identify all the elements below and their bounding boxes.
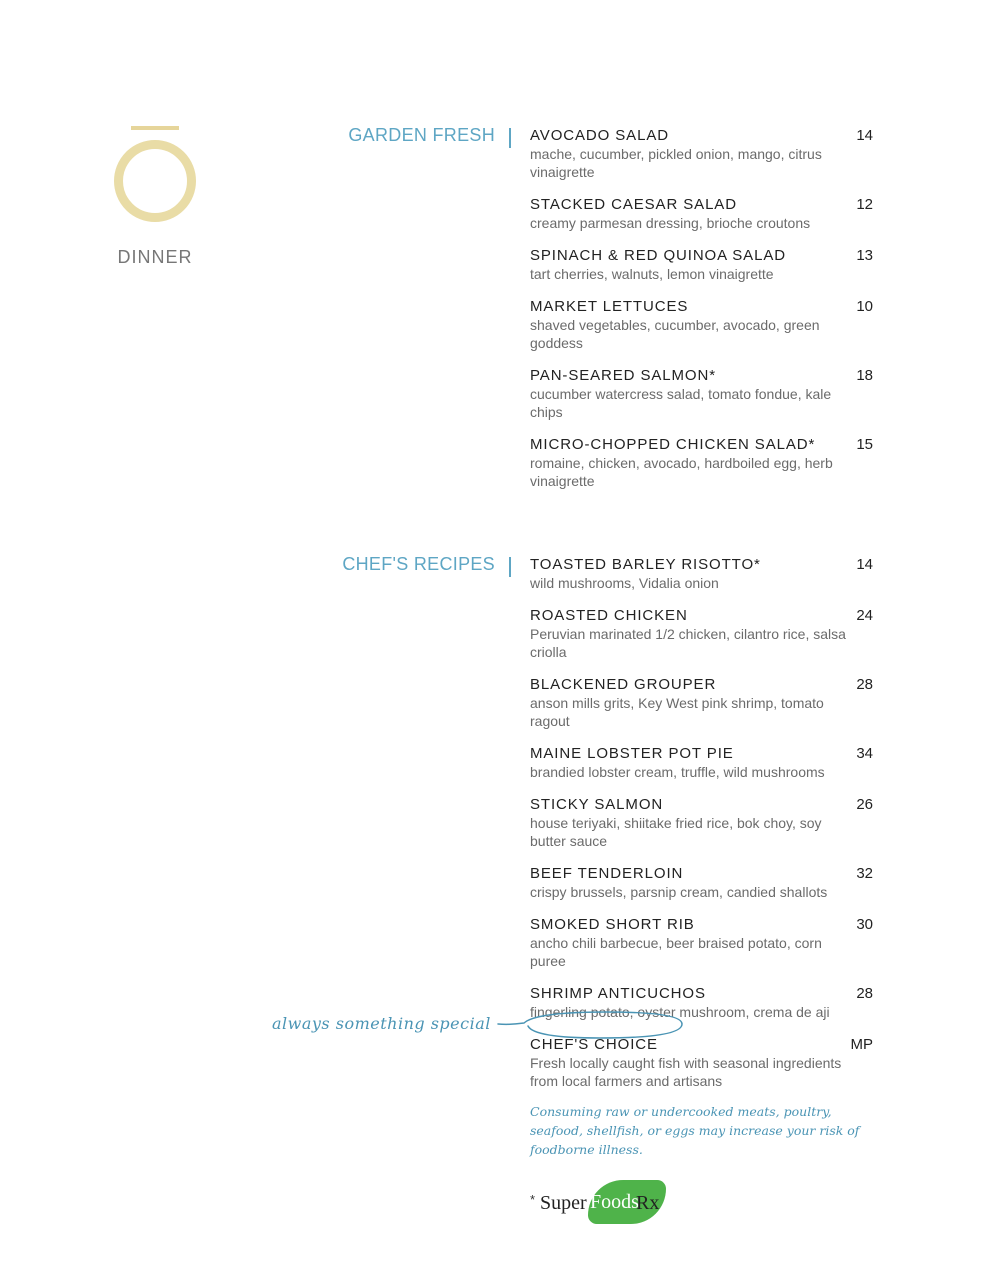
item-description: crispy brussels, parsnip cream, candied shallots: [530, 884, 828, 900]
item-description: romaine, chicken, avocado, hardboiled egg, herb vinaigrette: [530, 455, 833, 489]
menu-item: [530, 864, 875, 901]
item-description: shaved vegetables, cucumber, avocado, green goddess: [530, 317, 820, 351]
logo-letter-o: [114, 140, 196, 222]
item-description: fingerling potato, oyster mushroom, crema de aji: [530, 1004, 830, 1020]
item-description: ancho chili barbecue, beer braised potato, corn puree: [530, 935, 822, 969]
superfoods-foods-text: Foods: [590, 1191, 639, 1213]
item-name: TOASTED BARLEY RISOTTO*: [530, 556, 761, 573]
menu-item: [530, 915, 875, 970]
item-description: house teriyaki, shiitake fried rice, bok choy, soy butter sauce: [530, 815, 822, 849]
item-price: 14: [856, 127, 873, 144]
item-description: cucumber watercress salad, tomato fondue, kale chips: [530, 386, 832, 420]
item-price: 24: [856, 607, 873, 624]
item-price: 30: [856, 916, 873, 933]
hand-drawn-circle-icon: [496, 1008, 688, 1040]
item-price: 15: [856, 436, 873, 453]
item-price: 18: [856, 367, 873, 384]
item-name: STACKED CAESAR SALAD: [530, 196, 737, 213]
menu-item: [530, 195, 875, 232]
item-name: SMOKED SHORT RIB: [530, 916, 695, 933]
item-name: SHRIMP ANTICUCHOS: [530, 985, 706, 1002]
logo: [106, 126, 204, 222]
item-name: BEEF TENDERLOIN: [530, 865, 684, 882]
menu-item: [530, 675, 875, 730]
item-name: PAN-SEARED SALMON*: [530, 367, 716, 384]
section-divider: [509, 128, 511, 148]
menu-item-chefs-choice: [530, 1035, 875, 1090]
item-name: AVOCADO SALAD: [530, 127, 669, 144]
menu-item: [530, 555, 875, 592]
item-description: tart cherries, walnuts, lemon vinaigrette: [530, 266, 774, 282]
item-name: MARKET LETTUCES: [530, 298, 689, 315]
superfoods-super-text: Super: [540, 1192, 587, 1214]
item-price: 32: [856, 865, 873, 882]
garden-fresh-list: [530, 126, 875, 504]
item-description: mache, cucumber, pickled onion, mango, citrus vinaigrette: [530, 146, 822, 180]
item-price: 28: [856, 676, 873, 693]
item-price: 12: [856, 196, 873, 213]
item-price: 13: [856, 247, 873, 264]
menu-subtitle: DINNER: [117, 247, 193, 267]
logo-macron: [131, 126, 179, 130]
menu-item: [530, 795, 875, 850]
item-description: brandied lobster cream, truffle, wild mushrooms: [530, 764, 825, 780]
menu-item: [530, 126, 875, 181]
item-price: 26: [856, 796, 873, 813]
item-description: Peruvian marinated 1/2 chicken, cilantro rice, salsa criolla: [530, 626, 846, 660]
superfoods-asterisk: *: [530, 1192, 536, 1207]
item-name: STICKY SALMON: [530, 796, 664, 813]
item-price: 14: [856, 556, 873, 573]
handwritten-annotation: always something special: [272, 1014, 491, 1033]
section-label-garden-fresh: GARDEN FRESH: [348, 125, 495, 145]
item-name: CHEF'S CHOICE: [530, 1036, 658, 1053]
item-description: anson mills grits, Key West pink shrimp, tomato ragout: [530, 695, 824, 729]
menu-item: [530, 297, 875, 352]
section-divider: [509, 557, 511, 577]
item-name: ROASTED CHICKEN: [530, 607, 688, 624]
item-name: BLACKENED GROUPER: [530, 676, 717, 693]
menu-item: [530, 435, 875, 490]
superfoods-rx-text: Rx: [636, 1192, 660, 1214]
item-name: MICRO-CHOPPED CHICKEN SALAD*: [530, 436, 816, 453]
menu-item: [530, 606, 875, 661]
item-description: wild mushrooms, Vidalia onion: [530, 575, 719, 591]
item-description: creamy parmesan dressing, brioche croutons: [530, 215, 811, 231]
food-safety-warning: Consuming raw or undercooked meats, poultry, seafood, shellfish, or eggs may increase your risk of foodborne illness.: [530, 1104, 860, 1157]
menu-item: [530, 366, 875, 421]
item-price: MP: [850, 1036, 873, 1053]
menu-item: [530, 246, 875, 283]
section-label-chefs-recipes: CHEF'S RECIPES: [342, 554, 495, 574]
menu-item: [530, 744, 875, 781]
item-name: MAINE LOBSTER POT PIE: [530, 745, 734, 762]
item-description: Fresh locally caught fish with seasonal ingredients from local farmers and artisans: [530, 1055, 842, 1089]
item-name: SPINACH & RED QUINOA SALAD: [530, 247, 786, 264]
item-price: 28: [856, 985, 873, 1002]
item-price: 10: [856, 298, 873, 315]
item-price: 34: [856, 745, 873, 762]
